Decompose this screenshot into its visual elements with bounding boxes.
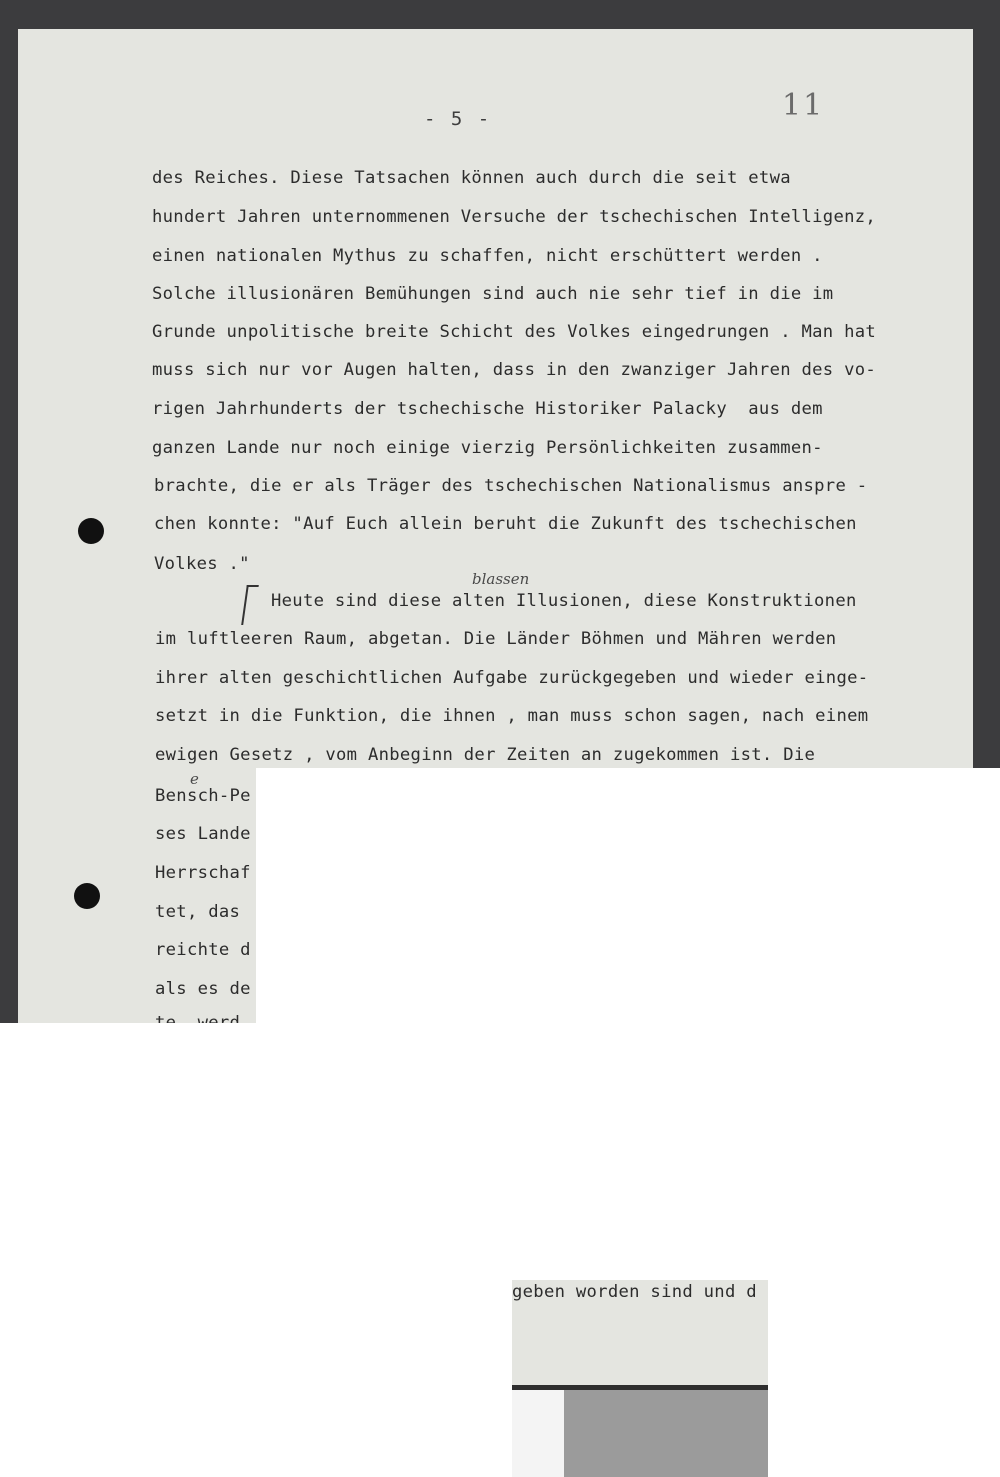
text-line: ses Lande: [155, 824, 251, 844]
text-line: ihrer alten geschichtlichen Aufgabe zurückgegeben und wieder einge-: [155, 668, 869, 688]
text-line: hundert Jahren unternommenen Versuche der tschechischen Intelligenz,: [152, 207, 877, 227]
page-number: - 5 -: [424, 108, 492, 130]
punch-hole-lower: [74, 883, 100, 909]
handwritten-correction: e: [190, 770, 199, 788]
text-line: rigen Jahrhunderts der tschechische Historiker Palacky aus dem: [152, 399, 823, 419]
text-line: chen konnte: "Auf Euch allein beruht die Zukunft des tschechischen: [154, 514, 857, 534]
text-line: als es de: [155, 979, 251, 999]
text-line: Herrschaf: [155, 863, 251, 883]
text-line: ganzen Lande nur noch einige vierzig Persönlichkeiten zusammen-: [152, 438, 823, 458]
text-line: im luftleeren Raum, abgetan. Die Länder Böhmen und Mähren werden: [155, 629, 837, 649]
text-line: Volkes .": [154, 554, 250, 574]
text-line: Heute sind diese alten Illusionen, diese Konstruktionen: [271, 591, 857, 611]
text-line: geben worden sind und d: [512, 1282, 757, 1302]
text-line: Grunde unpolitische breite Schicht des Volkes eingedrungen . Man hat: [152, 322, 877, 342]
text-line: Bensch-Pe: [155, 786, 251, 806]
text-line: des Reiches. Diese Tatsachen können auch durch die seit etwa: [152, 168, 791, 188]
page-edge-white: [512, 1390, 564, 1477]
text-line: ewigen Gesetz , vom Anbeginn der Zeiten an zugekommen ist. Die: [155, 745, 816, 765]
redaction-mask: [0, 1023, 256, 1477]
page-edge-gray: [564, 1390, 768, 1477]
folio-number: 11: [782, 88, 825, 123]
handwritten-correction: blassen: [472, 570, 530, 588]
text-line: einen nationalen Mythus zu schaffen, nicht erschüttert werden .: [152, 246, 823, 266]
text-line: brachte, die er als Träger des tschechischen Nationalismus anspre -: [154, 476, 868, 496]
text-line: tet, das: [155, 902, 241, 922]
text-line: muss sich nur vor Augen halten, dass in den zwanziger Jahren des vo-: [152, 360, 877, 380]
text-line: Solche illusionären Bemühungen sind auch nie sehr tief in die im: [152, 284, 834, 304]
text-line: setzt in die Funktion, die ihnen , man muss schon sagen, nach einem: [155, 706, 869, 726]
punch-hole-upper: [78, 518, 104, 544]
text-line: reichte d: [155, 940, 251, 960]
